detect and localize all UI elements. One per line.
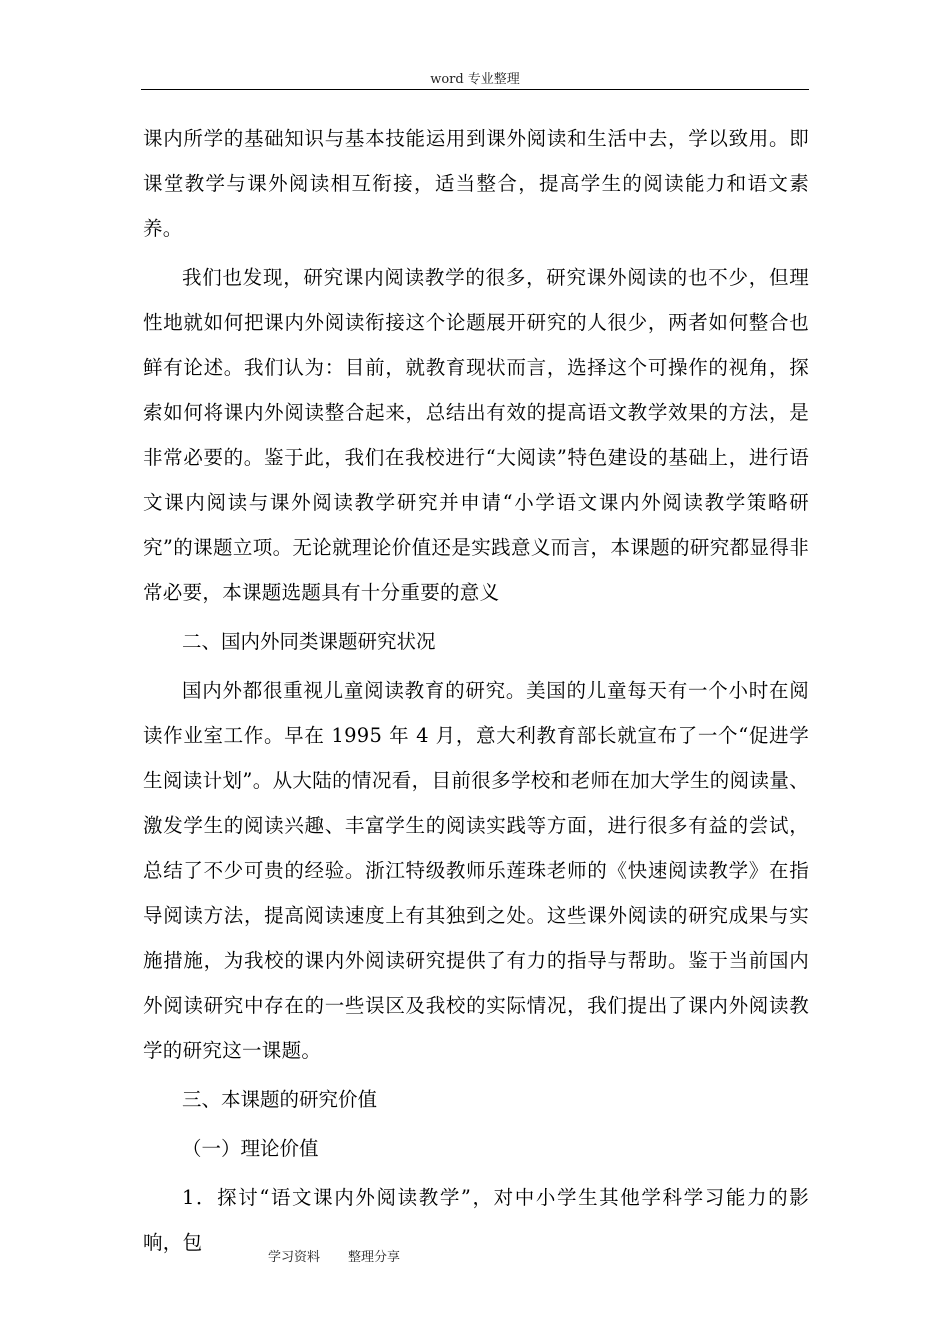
paragraph-continuation: 课内所学的基础知识与基本技能运用到课外阅读和生活中去，学以致用。即课堂教学与课外阅读相互衔接，适当整合，提高学生的阅读能力和语文素养。: [143, 127, 809, 240]
paragraph-domestic-foreign-status: 国内外都很重视儿童阅读教育的研究。美国的儿童每天有一个小时在阅读作业室工作。早在 1995 年 4 月，意大利教育部长就宣布了一个“促进学生阅读计划”。从大陆的情况看，目前很多学校和老师在加大学生的阅读量、激发学生的阅读兴趣、丰富学生的阅读实践等方面，进行很多有益的尝试，总结了不少可贵的经验。浙江特级教师乐莲珠老师的《快速阅读教学》在指导阅读方法，提高阅读速度上有其独到之处。这些课外阅读的研究成果与实施措施，为我校的课内外阅读研究提供了有力的指导与帮助。鉴于当前国内外阅读研究中存在的一些误区及我校的实际情况，我们提出了课内外阅读教学的研究这一课题。: [143, 679, 809, 1062]
document-body: [143, 116, 809, 1265]
page-header: word 专业整理: [430, 72, 520, 87]
paragraph-research-gap: 我们也发现，研究课内阅读教学的很多，研究课外阅读的也不少，但理性地就如何把课内外阅读衔接这个论题展开研究的人很少，两者如何整合也鲜有论述。我们认为：目前，就教育现状而言，选择这个可操作的视角，探索如何将课内外阅读整合起来，总结出有效的提高语文教学效果的方法，是非常必要的。鉴于此，我们在我校进行“大阅读”特色建设的基础上，进行语文课内阅读与课外阅读教学研究并申请“小学语文课内外阅读教学策略研究”的课题立项。无论就理论价值还是实践意义而言，本课题的研究都显得非常必要，本课题选题具有十分重要的意义: [143, 266, 809, 604]
page-footer: [268, 1248, 400, 1268]
footer-left-text: 学习资料: [268, 1250, 321, 1265]
section-heading-status: 二、国内外同类课题研究状况: [182, 630, 436, 653]
subsection-heading-theory: （一）理论价值: [182, 1137, 319, 1160]
paragraph-theory-point-1: 1．探讨“语文课内外阅读教学”，对中小学生其他学科学习能力的影响，包: [143, 1186, 809, 1254]
header-divider: [141, 89, 809, 90]
footer-right-text: 整理分享: [348, 1250, 401, 1265]
section-heading-value: 三、本课题的研究价值: [182, 1088, 378, 1111]
